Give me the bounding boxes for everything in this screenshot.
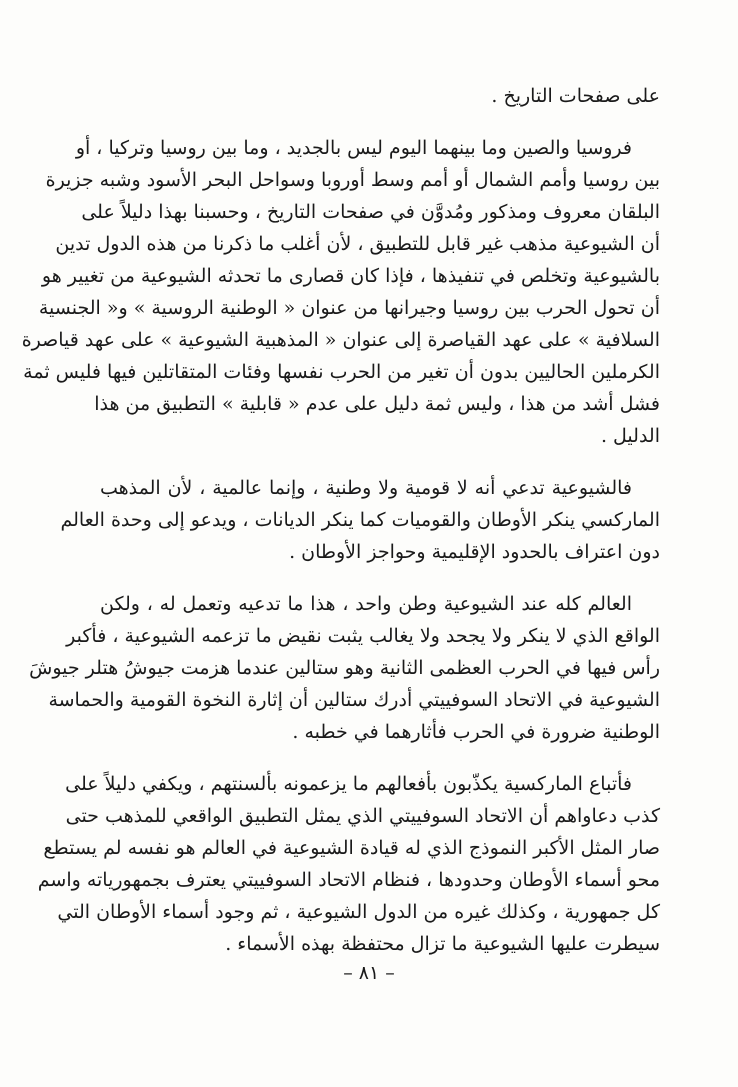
text-line: السلافية » على عهد القياصرة إلى عنوان « المذهبية الشيوعية » على عهد قياصرة	[21, 329, 660, 351]
text-line: بالشيوعية وتخلص في تنفيذها ، فإذا كان قصارى ما تحدثه الشيوعية من تغيير هو	[41, 265, 660, 287]
text-line: فشل أشد من هذا ، وليس ثمة دليل على عدم « قابلية » التطبيق من هذا	[94, 393, 660, 415]
text-line: البلقان معروف ومذكور ومُدوَّن في صفحات التاريخ ، وحسبنا بهذا دليلاً على	[81, 201, 660, 223]
text-line: الواقع الذي لا ينكر ولا يجحد ولا يغالب يثبت نقيض ما تزعمه الشيوعية ، فأكبر	[66, 625, 660, 647]
text-line: الشيوعية في الاتحاد السوفييتي أدرك ستالين أن إثارة النخوة القومية والحماسة	[48, 689, 660, 711]
text-line: سيطرت عليها الشيوعية ما تزال محتفظة بهذه الأسماء .	[225, 933, 660, 955]
text-line: دون اعتراف بالحدود الإقليمية وحواجز الأوطان .	[289, 541, 660, 563]
page-number: – ٨١ –	[343, 962, 395, 984]
text-line: أن تحول الحرب بين روسيا وجيرانها من عنوان « الوطنية الروسية » و« الجنسية	[38, 297, 660, 319]
text-line: فالشيوعية تدعي أنه لا قومية ولا وطنية ، وإنما عالمية ، لأن المذهب	[100, 477, 632, 499]
text-line: رأس فيها في الحرب العظمى الثانية وهو ستالين عندما هزمت جيوشُ هتلر جيوشَ	[29, 657, 660, 679]
text-line: بين روسيا وأمم الشمال أو أمم وسط أوروبا وسواحل البحر الأسود وشبه جزيرة	[45, 169, 660, 191]
text-line: صار المثل الأكبر النموذج الذي له قيادة الشيوعية في العالم هو نفسه لم يستطع	[43, 837, 660, 859]
text-line: الماركسي ينكر الأوطان والقوميات كما ينكر الديانات ، ويدعو إلى وحدة العالم	[60, 509, 660, 531]
paragraph-3	[29, 588, 660, 748]
text-line: كذب دعاواهم أن الاتحاد السوفييتي الذي يمثل التطبيق الواقعي للمذهب حتى	[65, 805, 660, 827]
paragraph-4	[37, 768, 660, 960]
text-line: محو أسماء الأوطان وحدودها ، فنظام الاتحاد السوفييتي يعترف بجمهورياته واسم	[37, 869, 660, 891]
text-line: العالم كله عند الشيوعية وطن واحد ، هذا ما تدعيه وتعمل له ، ولكن	[100, 593, 632, 615]
paragraph-1	[21, 132, 660, 452]
intro-line	[100, 80, 660, 112]
text-line: كل جمهورية ، وكذلك غيره من الدول الشيوعية ، ثم وجود أسماء الأوطان التي	[57, 901, 660, 923]
text-line: الكرملين الحاليين بدون أن تغير من الحرب نفسها وفئات المتقاتلين فيها فليس ثمة	[23, 361, 660, 383]
text-line: الدليل .	[600, 425, 660, 447]
text-line: أن الشيوعية مذهب غير قابل للتطبيق ، لأن أغلب ما ذكرنا من هذه الدول تدين	[55, 233, 660, 255]
text-line: الوطنية ضرورة في الحرب فأثارهما في خطبه .	[292, 721, 660, 743]
text-line: فروسيا والصين وما بينهما اليوم ليس بالجديد ، وما بين روسيا وتركيا ، أو	[75, 137, 632, 159]
paragraph-2	[60, 472, 660, 568]
text-line: على صفحات التاريخ .	[491, 85, 660, 107]
text-line: فأتباع الماركسية يكذّبون بأفعالهم ما يزعمونه بألسنتهم ، ويكفي دليلاً على	[65, 773, 632, 795]
body-text	[21, 80, 660, 960]
